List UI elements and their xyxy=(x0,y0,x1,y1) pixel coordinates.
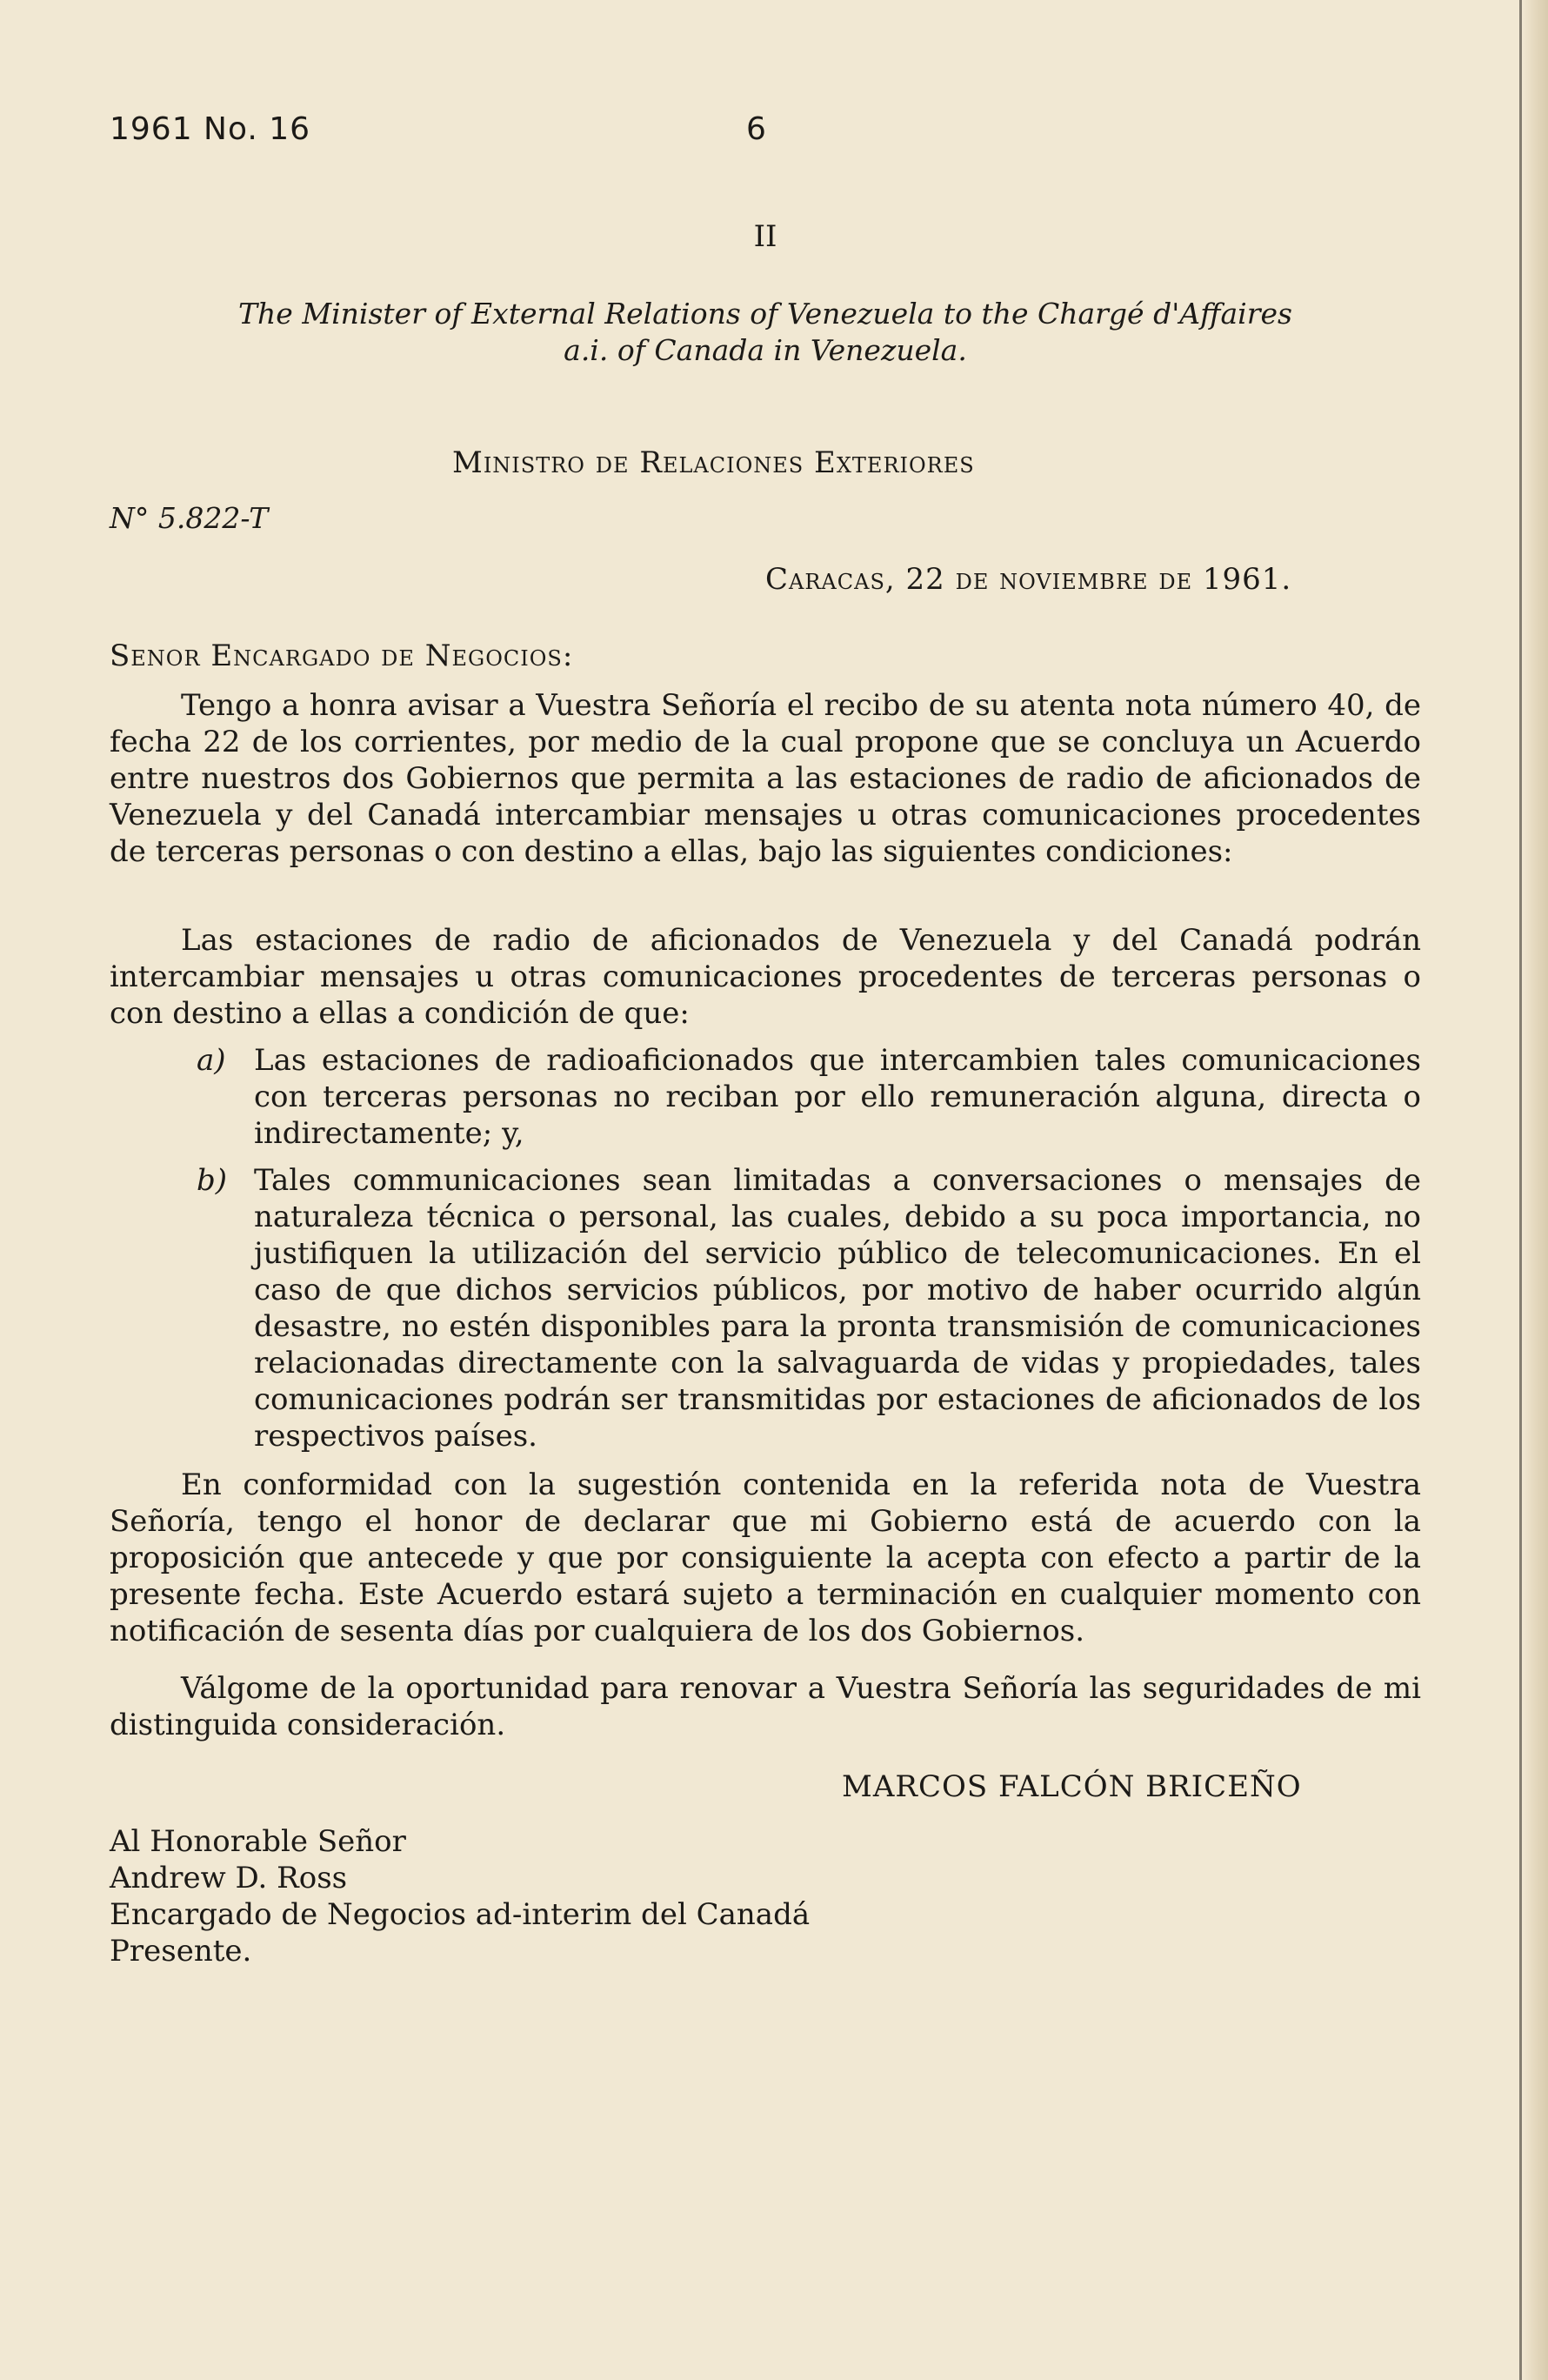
condition-marker: a) xyxy=(197,1043,226,1078)
paragraph-acceptance: En conformidad con la sugestión contenida en la referida nota de Vuestra Señoría, tengo el honor de declarar que mi Gobierno está de acuerdo con la proposición que antecede y que por consiguiente la acepta con efecto a partir de la presente fecha. Este Acuerdo estará sujeto a terminación en cualquier momento con notificación de sesenta días por cualquiera de los dos Gobiernos. xyxy=(110,1467,1421,1648)
letterhead-ministry: Ministro de Relaciones Exteriores xyxy=(452,445,975,480)
reference-number: N° 5.822-T xyxy=(110,501,269,535)
addressee-line: Al Honorable Señor xyxy=(110,1824,406,1859)
addressee-line: Presente. xyxy=(110,1934,252,1969)
condition-text: Tales communicaciones sean limitadas a conversaciones o mensajes de naturaleza técnica o personal, las cuales, debido a su poca importancia, no justifiquen la utilización del servicio público de telecomunicaciones. En el caso de que dichos servicios públicos, por motivo de haber ocurrido algún desastre, no estén disponibles para la pronta transmisión de comunicaciones relacionadas directamente con la salvaguarda de vidas y propiedades, tales comunicaciones podrán ser transmitidas por estaciones de aficionados de los respectivos países. xyxy=(254,1163,1421,1454)
running-head-page-number: 6 xyxy=(746,111,767,147)
paragraph-conditions-intro: Las estaciones de radio de aficionados de Venezuela y del Canadá podrán intercambiar mensajes u otras comunicaciones procedentes de terceras personas o con destino a ellas a condición de que: xyxy=(110,923,1421,1031)
condition-item xyxy=(110,1162,1421,1454)
section-numeral: II xyxy=(753,219,777,254)
running-head-treaty-number: 1961 No. 16 xyxy=(110,111,311,147)
addressee-line: Andrew D. Ross xyxy=(110,1861,348,1895)
place-and-date: Caracas, 22 de noviembre de 1961. xyxy=(765,562,1292,597)
addressee-line: Encargado de Negocios ad-interim del Canadá xyxy=(110,1897,811,1932)
paragraph-acknowledgement: Tengo a honra avisar a Vuestra Señoría el recibo de su atenta nota número 40, de fecha 22 de los corrientes, por medio de la cual propone que se concluya un Acuerdo entre nuestros dos Gobiernos que permita a las estaciones de radio de aficionados de Venezuela y del Canadá intercambiar mensajes u otras comunicaciones procedentes de terceras personas o con destino a ellas, bajo las siguientes condiciones: xyxy=(110,688,1421,869)
salutation: Senor Encargado de Negocios: xyxy=(110,638,574,673)
signature-name: MARCOS FALCÓN BRICEÑO xyxy=(842,1769,1302,1804)
paragraph-closing: Válgome de la oportunidad para renovar a Vuestra Señoría las seguridades de mi distinguida consideración. xyxy=(110,1671,1421,1742)
caption-line-1: The Minister of External Relations of Venezuela to the Chargé d'Affaires xyxy=(238,297,1292,331)
condition-marker: b) xyxy=(197,1163,228,1198)
caption-line-2: a.i. of Canada in Venezuela. xyxy=(564,333,967,367)
condition-text: Las estaciones de radioaficionados que intercambien tales comunicaciones con terceras personas no reciban por ello remuneración alguna, directa o indirectamente; y, xyxy=(254,1043,1421,1151)
condition-item xyxy=(110,1042,1421,1152)
